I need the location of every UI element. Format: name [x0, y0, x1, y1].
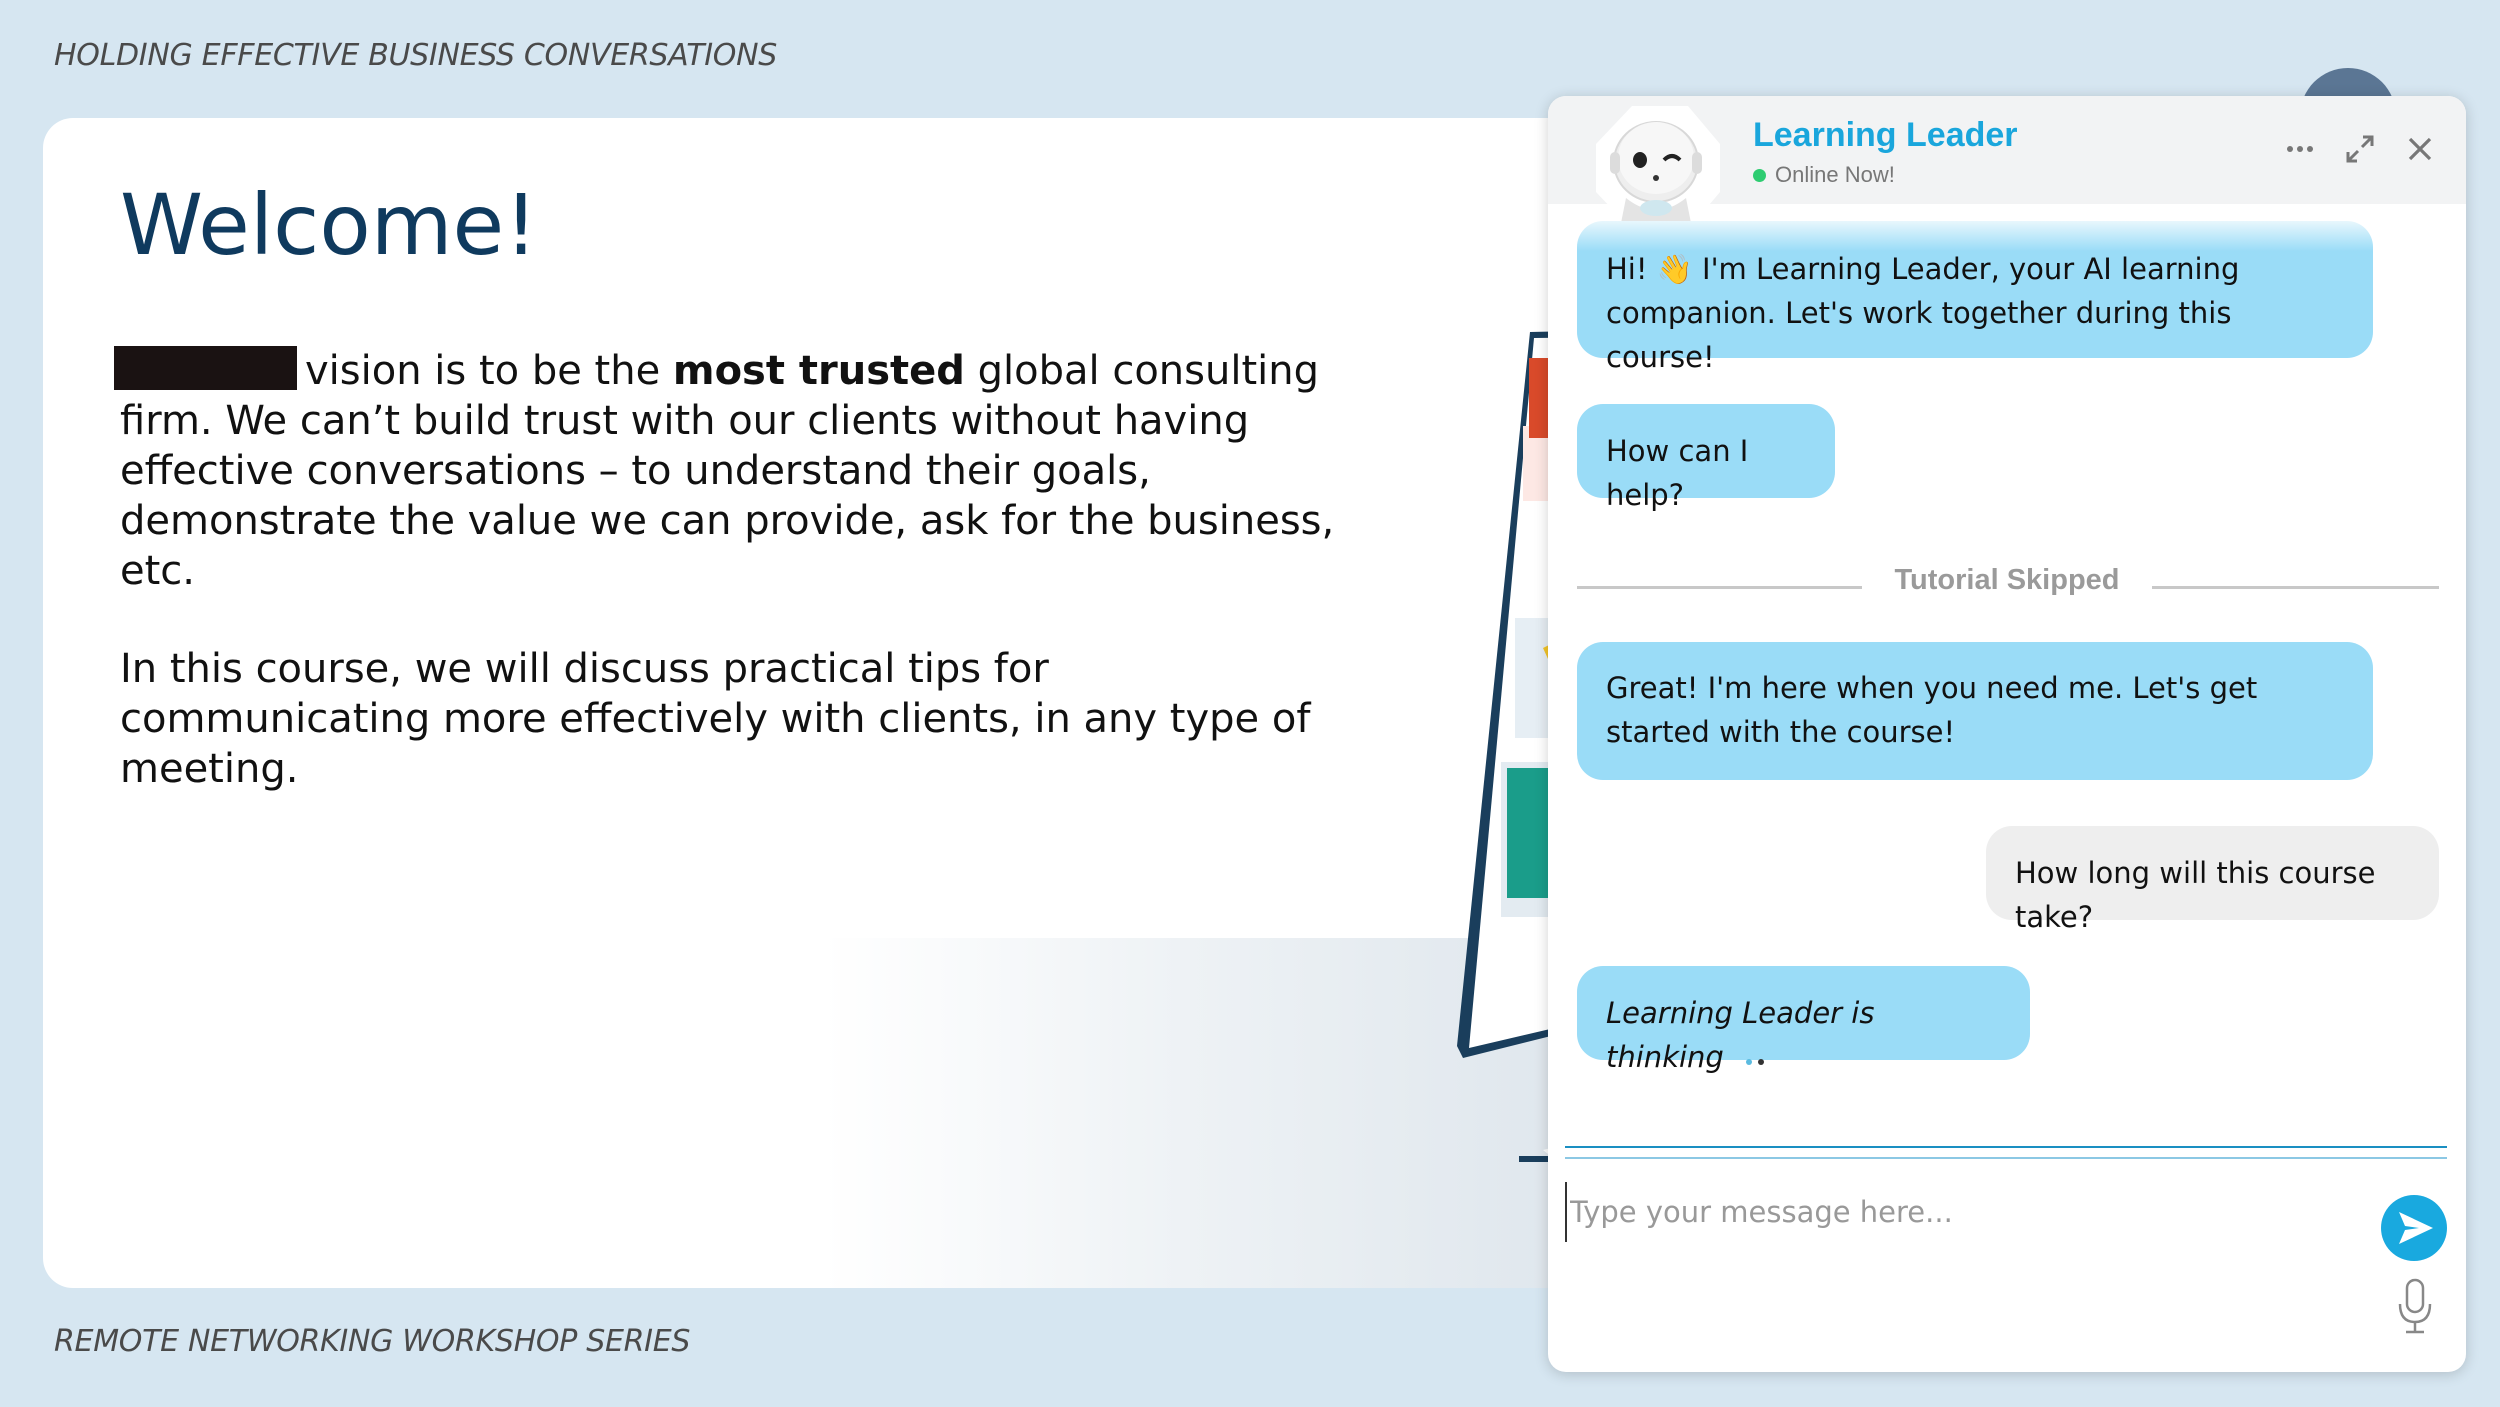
slide-card: [43, 118, 1623, 1288]
bot-message: Hi! 👋 I'm Learning Leader, your AI learning companion. Let's work together during this course!: [1577, 221, 2373, 358]
send-icon[interactable]: [2381, 1195, 2447, 1261]
paragraph-course: In this course, we will discuss practical tips for communicating more effectively with clients, in any type of meeting.: [120, 646, 1311, 792]
course-title: HOLDING EFFECTIVE BUSINESS CONVERSATIONS: [54, 38, 777, 73]
more-options-icon[interactable]: [2283, 132, 2317, 166]
series-title: REMOTE NETWORKING WORKSHOP SERIES: [54, 1324, 691, 1359]
redacted-block: [114, 346, 297, 390]
typing-text: Learning Leader is thinking: [1606, 996, 1875, 1074]
input-divider: [1565, 1146, 2447, 1148]
bot-message: Great! I'm here when you need me. Let's get started with the course!: [1577, 642, 2373, 780]
expand-icon[interactable]: [2343, 132, 2377, 166]
online-dot-icon: [1753, 169, 1766, 182]
bot-message: How can I help?: [1577, 404, 1835, 498]
chat-widget: [1548, 96, 2466, 1372]
divider-line-right: [2152, 586, 2439, 589]
close-icon[interactable]: [2403, 132, 2437, 166]
online-status: [1753, 162, 1895, 188]
typing-dots-icon: [1746, 1035, 1770, 1079]
robot-avatar-icon: [1588, 104, 1724, 232]
slide-body: [120, 346, 1350, 794]
vision-text-a: vision is to be the: [305, 348, 673, 394]
user-message: How long will this course take?: [1986, 826, 2439, 920]
input-divider-accent: [1565, 1157, 2447, 1159]
slide-heading: Welcome!: [120, 176, 538, 274]
typing-indicator: [1577, 966, 2030, 1074]
tutorial-skipped-divider: Tutorial Skipped: [1894, 564, 2120, 596]
microphone-icon[interactable]: [2395, 1276, 2435, 1336]
vision-text-bold: most trusted: [672, 348, 965, 394]
vision-text-b: global consulting firm. We can’t build trust with our clients without having effective conversations – to understand their goals, demonstrate the value we can provide, ask for the business, etc.: [120, 348, 1335, 594]
status-text: Online Now!: [1775, 162, 1895, 187]
message-input[interactable]: [1565, 1182, 2355, 1242]
paragraph-vision: [120, 346, 1350, 596]
bot-name: Learning Leader: [1753, 116, 2018, 154]
